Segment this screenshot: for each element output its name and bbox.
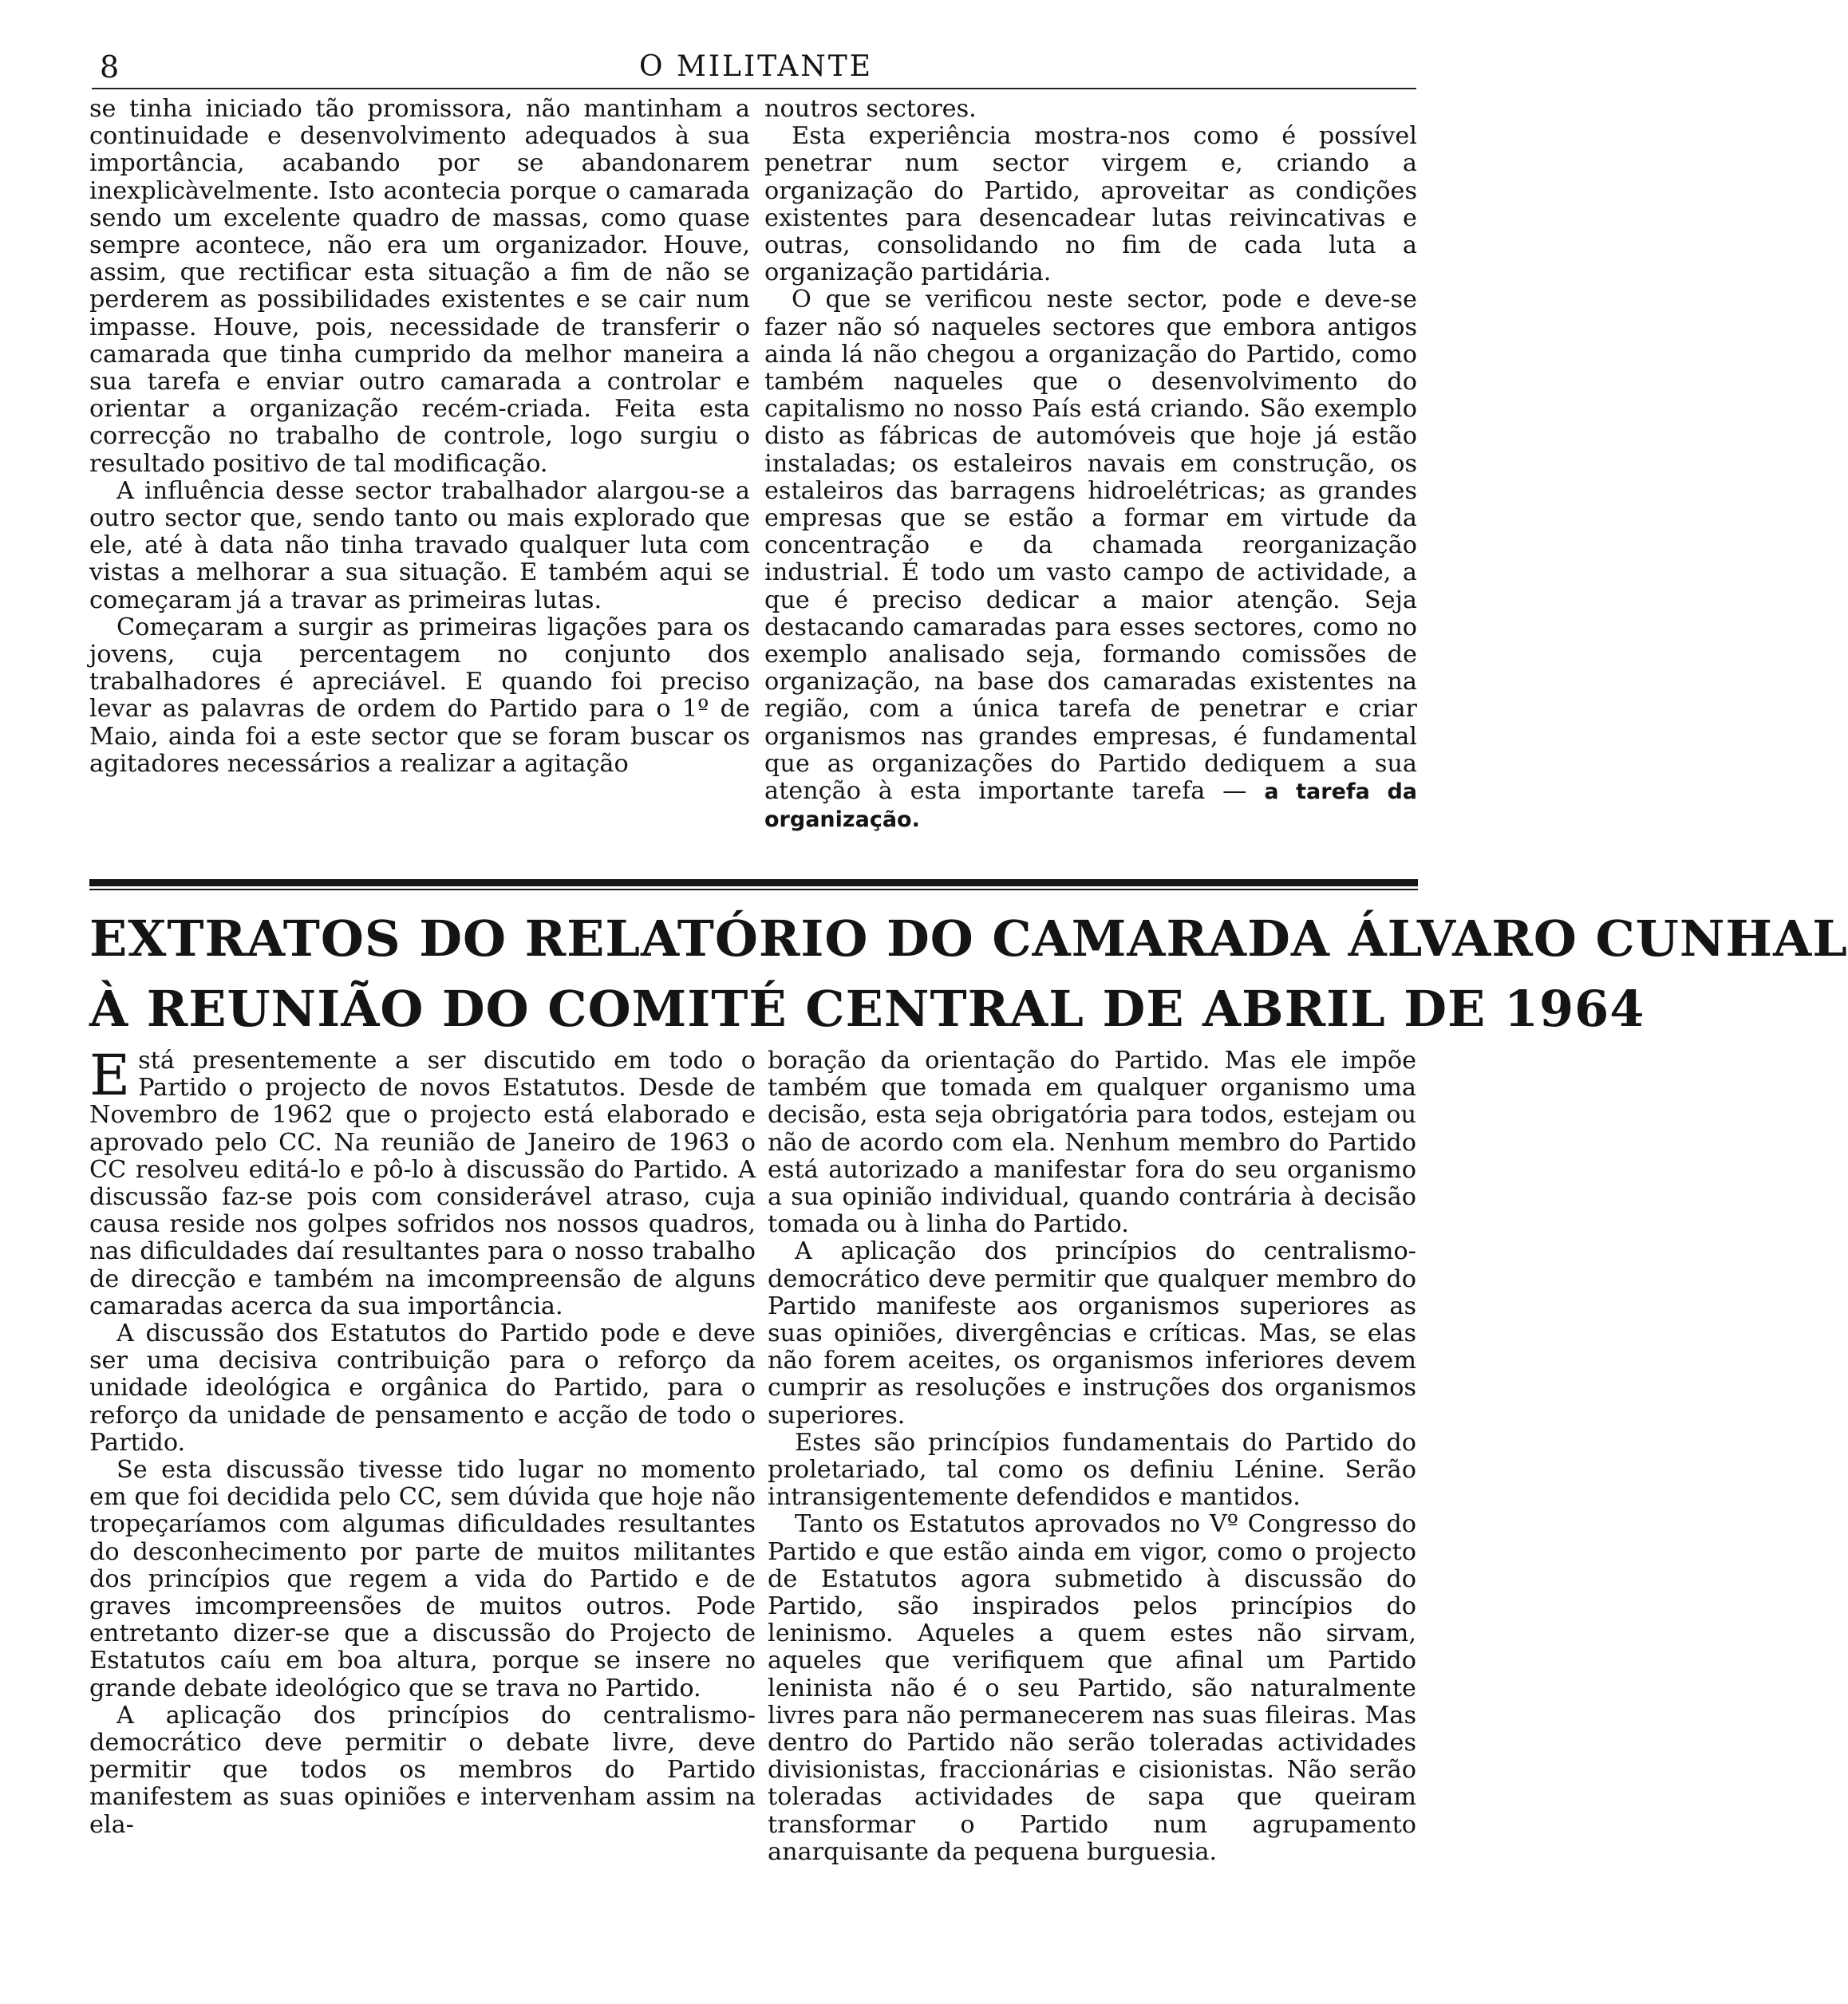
paragraph: A discussão dos Estatutos do Partido pode e deve ser uma decisiva contribuição para o reforço da unidade ideológica e orgânica do Partido, para o reforço da unidade de pensamento e acção de todo o Partido. bbox=[89, 1320, 756, 1457]
section-divider-thin bbox=[89, 889, 1418, 890]
paragraph: boração da orientação do Partido. Mas ele impõe também que tomada em qualquer organismo uma decisão, esta seja obrigatória para todos, estejam ou não de acordo com ela. Nenhum membro do Partido está autorizado a manifestar fora do seu organismo a sua opinião individual, quando contrária à decisão tomada ou à linha do Partido. bbox=[768, 1047, 1416, 1239]
article-headline-line-1: EXTRATOS DO RELATÓRIO DO CAMARADA ÁLVARO CUNHAL bbox=[89, 909, 1848, 968]
article-left-column bbox=[89, 1043, 756, 1839]
paragraph: Se esta discussão tivesse tido lugar no momento em que foi decidida pelo CC, sem dúvida que hoje não tropeçaríamos com algumas dificuldades resultantes do desconhecimento por parte de muitos militantes dos princípios que regem a vida do Partido e de graves imcompreensões de muitos outros. Pode entretanto dizer-se que a discussão do Projecto de Estatutos caíu em boa altura, porque se insere no grande debate ideológico que se trava no Partido. bbox=[89, 1456, 756, 1702]
paragraph: se tinha iniciado tão promissora, não mantinham a continuidade e desenvolvimento adequados à sua importância, acabando por se abandonarem inexplicàvelmente. Isto acontecia porque o camarada sendo um excelente quadro de massas, como quase sempre acontece, não era um organizador. Houve, assim, que rectificar esta situação a fim de não se perderem as possibilidades existentes e se cair num impasse. Houve, pois, necessidade de transferir o camarada que tinha cumprido da melhor maneira a sua tarefa e enviar outro camarada a controlar e orientar a organização recém-criada. Feita esta correcção no trabalho de controle, logo surgiu o resultado positivo de tal modificação. bbox=[89, 95, 750, 478]
paragraph: A influência desse sector trabalhador alargou-se a outro sector que, sendo tanto ou mais explorado que ele, até à data não tinha travado qualquer luta com vistas a melhorar a sua situação. E também aqui se começaram já a travar as primeiras lutas. bbox=[89, 476, 750, 614]
paragraph: A aplicação dos princípios do centralismo-democrático deve permitir que qualquer membro do Partido manifeste aos organismos superiores as suas opiniões, divergências e críticas. Mas, se elas não forem aceites, os organismos inferiores devem cumprir as resoluções e instruções dos organismos superiores. bbox=[768, 1237, 1416, 1430]
emphasis-text: a tarefa da organização. bbox=[764, 779, 1417, 833]
article-right-column bbox=[768, 1047, 1416, 1866]
section-divider-thick bbox=[89, 879, 1418, 886]
header-rule bbox=[92, 88, 1416, 89]
paragraph-text: stá presentemente a ser discutido em todo o Partido o projecto de novos Estatutos. Desde de Novembro de 1962 que o projecto está elaborado e aprovado pelo CC. Na reunião de Janeiro de 1963 o CC resolveu editá-lo e pô-lo à discussão do Partido. A discussão faz-se pois com considerável atraso, cuja causa reside nos golpes sofridos nos nossos quadros, nas dificuldades daí resultantes para o nosso trabalho de direcção e também na imcompreensão de alguns camaradas acerca da sua importância. bbox=[89, 1047, 756, 1320]
publication-title: O MILITANTE bbox=[639, 50, 873, 83]
article-headline-line-2: À REUNIÃO DO COMITÉ CENTRAL DE ABRIL DE 1964 bbox=[89, 980, 1645, 1038]
paragraph: Esta experiência mostra-nos como é possível penetrar num sector virgem e, criando a organização do Partido, aproveitar as condições existentes para desencadear lutas reivincativas e outras, consolidando no fim de cada luta a organização partidária. bbox=[764, 122, 1417, 287]
paragraph: noutros sectores. bbox=[764, 95, 977, 123]
paragraph: Estes são princípios fundamentais do Partido do proletariado, tal como os definiu Lénine. Serão intransigentemente defendidos e mantidos. bbox=[768, 1428, 1416, 1512]
paragraph bbox=[764, 286, 1417, 834]
drop-cap: E bbox=[89, 1043, 131, 1108]
paragraph-text: O que se verificou neste sector, pode e deve-se fazer não só naqueles sectores que embora antigos ainda lá não chegou a organização do Partido, como também naqueles que o desenvolvimento do capitalismo no nosso País está criando. São exemplo disto as fábricas de automóveis que hoje já estão instaladas; os estaleiros navais em construção, os estaleiros das barragens hidroelétricas; as grandes empresas que se estão a formar em virtude da concentração e da chamada reorganização industrial. É todo um vasto campo de actividade, a que é preciso dedicar a maior atenção. Seja destacando camaradas para esses sectores, como no exemplo analisado seja, formando comissões de organização, na base dos camaradas existentes na região, com a única tarefa de penetrar e criar organismos nas grandes empresas, é fundamental que as organizações do Partido dediquem a sua atenção à esta importante tarefa — bbox=[764, 286, 1417, 806]
paragraph: Tanto os Estatutos aprovados no Vº Congresso do Partido e que estão ainda em vigor, como o projecto de Estatutos agora submetido à discussão do Partido, são inspirados pelos princípios do leninismo. Aqueles a quem estes não sirvam, aqueles que verifiquem que afinal um Partido leninista não é o seu Partido, são naturalmente livres para não permanecerem nas suas fileiras. Mas dentro do Partido não serão toleradas actividades divisionistas, fraccionárias e cisionistas. Não serão toleradas actividades de sapa que queiram transformar o Partido num agrupamento anarquisante da pequena burguesia. bbox=[768, 1510, 1416, 1866]
paragraph: Começaram a surgir as primeiras ligações para os jovens, cuja percentagem no conjunto dos trabalhadores é apreciável. E quando foi preciso levar as palavras de ordem do Partido para o 1º de Maio, ainda foi a este sector que se foram buscar os agitadores necessários a realizar a agitação bbox=[89, 613, 750, 778]
page-header bbox=[100, 45, 1412, 89]
paragraph: A aplicação dos princípios do centralismo-democrático deve permitir o debate livre, deve permitir que todos os membros do Partido manifestem as suas opiniões e intervenham assim na ela- bbox=[89, 1701, 756, 1839]
top-right-column bbox=[764, 96, 1417, 834]
paragraph bbox=[89, 1043, 756, 1320]
top-left-column bbox=[89, 96, 750, 778]
page-number: 8 bbox=[100, 49, 120, 85]
